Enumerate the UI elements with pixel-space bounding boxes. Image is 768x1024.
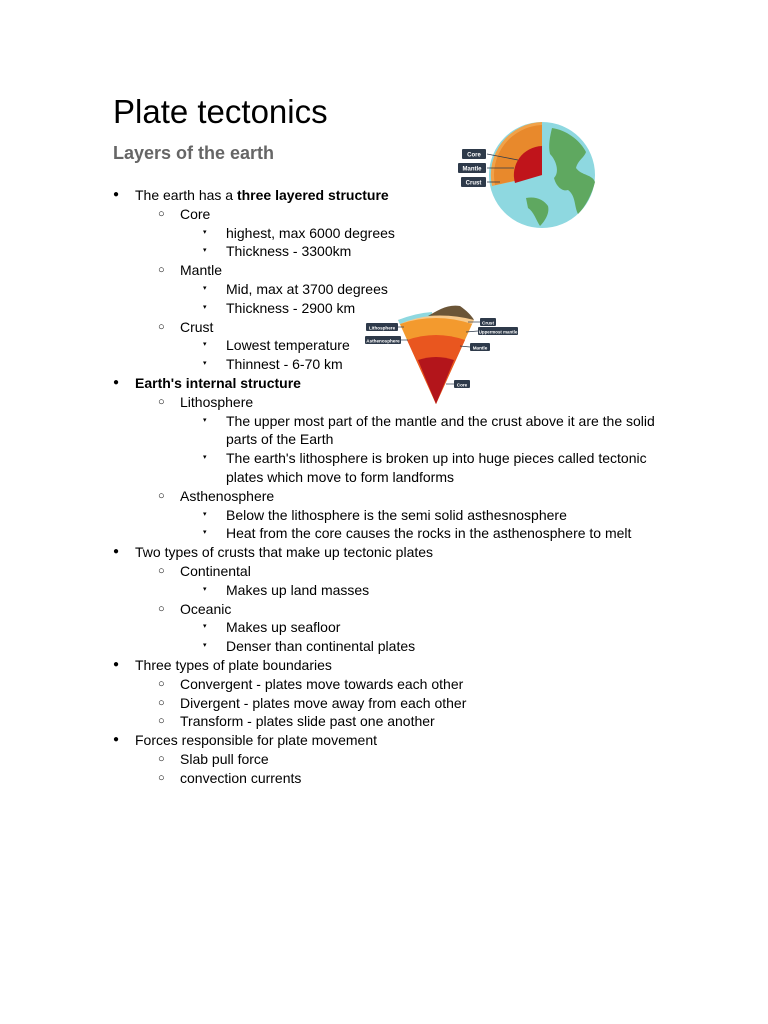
page-title: Plate tectonics [113, 93, 328, 130]
bullet-level-1: ● [113, 189, 120, 200]
list-item-level-2 [180, 675, 463, 694]
list-item-text: Denser than continental plates [226, 638, 416, 655]
list-item-text: Thinnest - 6-70 km [226, 356, 343, 373]
bullet-level-3: ▾ [203, 341, 207, 349]
list-item-level-2 [180, 393, 253, 412]
list-item-text: Slab pull force [180, 751, 269, 767]
list-item-text: The earth has a [135, 187, 237, 203]
list-item-level-1 [135, 186, 389, 205]
list-item-level-2 [180, 750, 269, 769]
list-item-text: Two types of crusts that make up tectonic plates [135, 544, 434, 561]
list-item-text: The earth's lithosphere is broken up into huge pieces called tectonic [226, 450, 647, 467]
list-item-text: Thickness - 2900 km [226, 299, 356, 316]
list-item-text: Mid, max at 3700 degrees [226, 281, 388, 297]
list-item-level-2 [180, 712, 435, 731]
list-item-text: Forces responsible for plate movement [135, 732, 377, 749]
bullet-level-2: ○ [158, 207, 165, 220]
bullet-level-1: ● [113, 734, 120, 746]
bullet-level-2: ○ [158, 696, 165, 709]
earth-layers-globe-figure [456, 116, 602, 234]
bullet-level-2: ○ [158, 715, 165, 728]
wedge-core [418, 357, 454, 404]
wedge-mantle-label: Mantle [472, 345, 488, 351]
list-item-level-3 [226, 355, 343, 374]
page-subtitle: Layers of the earth [113, 143, 275, 163]
bullet-level-3: ▾ [203, 454, 207, 462]
list-item-text: plates which move to form landforms [226, 469, 454, 485]
globe-mantle-label: Mantle [462, 166, 482, 173]
list-item-text: Divergent - plates move away from each other [180, 694, 467, 711]
wedge-lithosphere-label: Lithosphere [368, 325, 396, 331]
list-item-text: convection currents [180, 769, 302, 786]
list-item-level-1 [135, 731, 377, 750]
list-item-level-2 [180, 318, 213, 337]
list-item-level-2 [180, 261, 222, 280]
bullet-level-2: ○ [158, 320, 165, 333]
list-item-level-1 [135, 374, 301, 393]
wedge-upper-mantle-label: Uppermost mantle [478, 329, 518, 335]
list-item-continuation [226, 468, 454, 487]
list-item-text: Lithosphere [180, 393, 254, 410]
list-item-bold-text: Earth's internal structure [135, 375, 301, 391]
bullet-level-2: ○ [158, 264, 165, 277]
list-item-level-3 [226, 637, 415, 656]
bullet-level-3: ▾ [203, 416, 207, 424]
wedge-asthenosphere-label: Asthenosphere [366, 338, 400, 344]
bullet-level-2: ○ [158, 771, 165, 784]
bullet-level-3: ▾ [203, 228, 207, 236]
list-item-text: Continental [180, 563, 251, 579]
list-item-text: Heat from the core causes the rocks in the asthenosphere to melt [226, 525, 632, 542]
list-item-text: Transform - plates slide past one another [180, 713, 435, 730]
list-item-level-2 [180, 769, 301, 788]
list-item-level-3 [226, 224, 395, 243]
list-item-continuation [226, 430, 333, 449]
list-item-bold-text: three layered structure [236, 187, 389, 203]
list-item-level-3 [226, 449, 647, 468]
list-item-text: Mantle [180, 262, 223, 279]
list-item-text: Makes up seafloor [226, 619, 341, 636]
bullet-level-3: ▾ [203, 247, 207, 255]
list-item-level-2 [180, 600, 231, 619]
bullet-level-3: ▾ [203, 642, 207, 650]
list-item-level-1 [135, 656, 332, 675]
list-item-level-3 [226, 506, 567, 525]
list-item-text: highest, max 6000 degrees [226, 224, 395, 241]
list-item-level-3 [226, 524, 631, 543]
wedge-core-label: Core [456, 382, 468, 388]
list-item-level-3 [226, 242, 351, 261]
bullet-level-3: ▾ [203, 529, 207, 537]
list-item-text: Convergent - plates move towards each other [180, 675, 464, 692]
list-item-text: Thickness - 3300km [226, 243, 352, 260]
bullet-level-2: ○ [158, 753, 165, 765]
list-item-text: Three types of plate boundaries [135, 657, 332, 673]
bullet-level-1: ● [113, 659, 120, 670]
bullet-level-2: ○ [158, 677, 165, 690]
earth-layers-wedge-figure [362, 300, 522, 406]
bullet-level-2: ○ [158, 602, 165, 615]
list-item-level-3 [226, 412, 655, 431]
bullet-level-2: ○ [158, 489, 165, 502]
list-item-level-2 [180, 694, 466, 713]
globe-core-label: Core [467, 152, 481, 159]
wedge-crust-label: Crust [482, 320, 494, 326]
bullet-level-3: ▾ [203, 510, 207, 518]
list-item-level-3 [226, 581, 369, 600]
list-item-text: Crust [180, 318, 214, 335]
list-item-level-3 [226, 618, 340, 637]
bullet-level-1: ● [113, 377, 120, 388]
list-item-text: Oceanic [180, 600, 232, 617]
list-item-text: Makes up land masses [226, 581, 370, 598]
bullet-level-3: ▾ [203, 585, 207, 593]
list-item-level-3 [226, 336, 350, 355]
list-item-level-1 [135, 543, 433, 562]
list-item-level-3 [226, 299, 355, 318]
bullet-level-3: ▾ [203, 360, 207, 368]
list-item-level-3 [226, 280, 388, 299]
bullet-level-2: ○ [158, 395, 165, 408]
bullet-level-3: ▾ [203, 285, 207, 292]
list-item-text: The upper most part of the mantle and the crust above it are the solid [226, 412, 655, 429]
bullet-level-1: ● [113, 546, 120, 558]
globe-crust-label: Crust [465, 180, 482, 187]
bullet-level-3: ▾ [203, 623, 207, 631]
list-item-text: Asthenosphere [180, 487, 275, 504]
list-item-text: Below the lithosphere is the semi solid asthesnosphere [226, 506, 567, 523]
list-item-level-2 [180, 562, 251, 581]
list-item-text: parts of the Earth [226, 431, 334, 448]
bullet-level-2: ○ [158, 565, 165, 577]
list-item-text: Lowest temperature [226, 337, 350, 354]
bullet-level-3: ▾ [203, 303, 207, 311]
list-item-text: Core [180, 205, 211, 222]
list-item-level-2 [180, 205, 210, 224]
list-item-level-2 [180, 487, 274, 506]
